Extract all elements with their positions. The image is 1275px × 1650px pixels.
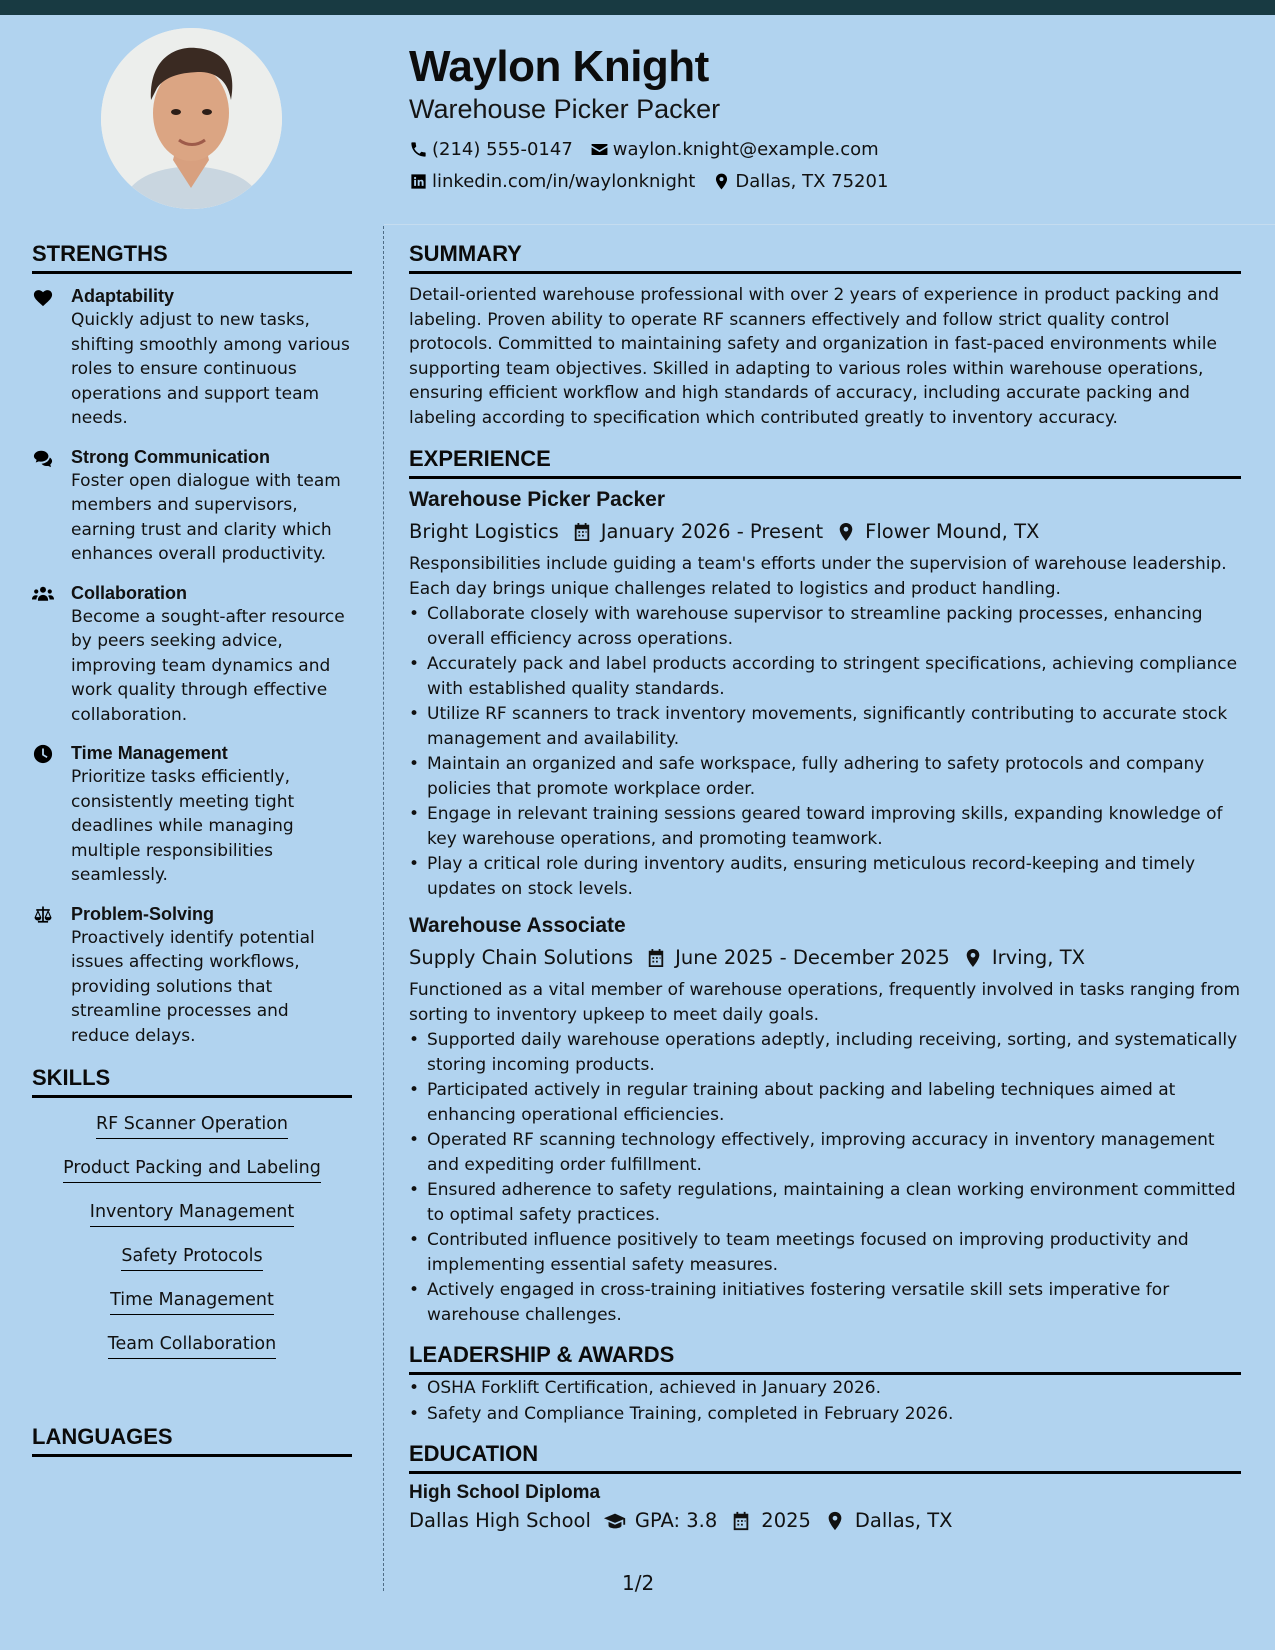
strength-description: Become a sought-after resource by peers seeking advice, improving team dynamics and work quality through effective collaboration. <box>71 606 345 725</box>
page-number: 1/2 <box>622 1571 655 1595</box>
gpa: GPA: 3.8 <box>634 1509 718 1532</box>
map-marker-icon <box>823 1511 847 1531</box>
skills-list <box>32 1112 352 1376</box>
profile-photo <box>101 28 282 209</box>
strength-item <box>32 581 352 728</box>
school-location: Dallas, TX <box>854 1509 953 1532</box>
calendar-icon <box>573 522 591 542</box>
award-item: • OSHA Forklift Certification, achieved in January 2026. <box>409 1376 1241 1401</box>
skill-tag: Team Collaboration <box>108 1332 276 1359</box>
bullet-item: • Utilize RF scanners to track inventory movements, significantly contributing to accurate stock management and availability. <box>409 702 1241 751</box>
job-role: Warehouse Picker Packer <box>409 488 666 511</box>
summary-heading: SUMMARY <box>409 238 1241 274</box>
award-item: • Safety and Compliance Training, completed in February 2026. <box>409 1402 1241 1427</box>
strength-name: Problem-Solving <box>71 903 215 924</box>
job-dates: June 2025 - December 2025 <box>675 946 950 969</box>
column-divider <box>383 226 384 1591</box>
skill-tag: Safety Protocols <box>121 1244 262 1271</box>
strength-description: Prioritize tasks efficiently, consistently meeting tight deadlines while managing multiple responsibilities seamlessly. <box>71 767 295 885</box>
job-location: Irving, TX <box>991 946 1085 969</box>
map-marker-icon <box>712 172 731 191</box>
company-name: Bright Logistics <box>409 520 559 543</box>
bullet-item: • Actively engaged in cross-training initiatives fostering versatile skill sets imperative for warehouse challenges. <box>409 1278 1241 1327</box>
calendar-icon <box>647 948 665 968</box>
envelope-icon <box>590 140 609 159</box>
email-text: waylon.knight@example.com <box>612 138 879 160</box>
linkedin-contact[interactable] <box>409 171 695 192</box>
skill-tag: Product Packing and Labeling <box>63 1156 321 1183</box>
phone-text: (214) 555-0147 <box>432 138 573 160</box>
phone-contact[interactable] <box>409 139 573 160</box>
bullet-item: • Accurately pack and label products according to stringent specifications, achieving compliance with established quality standards. <box>409 652 1241 701</box>
skill-tag: Time Management <box>110 1288 274 1315</box>
strength-item <box>32 741 352 888</box>
strength-name: Adaptability <box>71 286 175 306</box>
company-name: Supply Chain Solutions <box>409 946 634 969</box>
school-name: Dallas High School <box>409 1509 591 1532</box>
linkedin-text: linkedin.com/in/waylonknight <box>432 170 696 192</box>
bullet-item: • Contributed influence positively to team meetings focused on improving productivity and implementing essential safety measures. <box>409 1228 1241 1277</box>
strength-name: Time Management <box>71 743 228 763</box>
graduation-cap-icon <box>603 1511 627 1531</box>
email-contact[interactable] <box>590 139 879 160</box>
bullet-item: • Ensured adherence to safety regulations, maintaining a clean working environment committed to optimal safety practices. <box>409 1178 1241 1227</box>
leadership-heading: LEADERSHIP & AWARDS <box>409 1339 1241 1375</box>
skills-heading: SKILLS <box>32 1062 352 1098</box>
strength-item <box>32 445 352 567</box>
bullet-item: • Operated RF scanning technology effectively, improving accuracy in inventory management and expediting order fulfillment. <box>409 1128 1241 1177</box>
awards-list <box>409 1376 1241 1426</box>
scale-icon <box>32 905 54 925</box>
heart-icon <box>32 287 54 307</box>
bullet-item: • Maintain an organized and safe workspace, fully adhering to safety protocols and company policies that promote workplace order. <box>409 752 1241 801</box>
right-column <box>409 238 1241 1536</box>
strength-item <box>32 902 352 1049</box>
users-icon <box>32 584 54 604</box>
bullet-item: • Collaborate closely with warehouse supervisor to streamline packing processes, enhancing overall efficiency across operations. <box>409 602 1241 651</box>
top-bar <box>0 0 1275 15</box>
calendar-icon <box>729 1511 753 1531</box>
bullet-item: • Engage in relevant training sessions geared toward improving skills, expanding knowledge of key warehouse operations, and promoting teamwork. <box>409 802 1241 851</box>
strength-item <box>32 284 352 431</box>
graduation-year: 2025 <box>761 1509 811 1532</box>
map-marker-icon <box>964 948 982 968</box>
skill-tag: Inventory Management <box>90 1200 294 1227</box>
bullet-item: • Play a critical role during inventory audits, ensuring meticulous record-keeping and timely updates on stock levels. <box>409 852 1241 901</box>
education-heading: EDUCATION <box>409 1438 1241 1474</box>
summary-text: Detail-oriented warehouse professional with over 2 years of experience in product packing and labeling. Proven ability to operate RF scanners effectively and follow strict quality control protocols. Committed to maintaining safety and organization in fast-paced environments while supporting team objectives. Skilled in adapting to various roles within warehouse operations, ensuring efficient workflow and high standards of accuracy, including accurate packing and labeling according to specification which contributed greatly to inventory accuracy. <box>409 285 1220 428</box>
experience-entry <box>409 911 1241 1327</box>
languages-heading: LANGUAGES <box>32 1421 352 1457</box>
bullet-item: • Supported daily warehouse operations adeptly, including receiving, sorting, and systematically storing incoming products. <box>409 1028 1241 1077</box>
job-description: Functioned as a vital member of warehouse operations, frequently involved in tasks ranging from sorting to inventory upkeep to meet daily goals. <box>409 980 1241 1025</box>
map-marker-icon <box>837 522 855 542</box>
strength-name: Collaboration <box>71 582 187 603</box>
experience-heading: EXPERIENCE <box>409 443 1241 479</box>
header-divider <box>384 224 1275 225</box>
strengths-heading: STRENGTHS <box>32 238 352 274</box>
comments-icon <box>32 448 54 468</box>
candidate-title: Warehouse Picker Packer <box>409 94 721 124</box>
skill-tag: RF Scanner Operation <box>96 1112 288 1139</box>
job-bullets <box>409 1028 1241 1327</box>
clock-icon <box>32 744 54 764</box>
strength-description: Quickly adjust to new tasks, shifting smoothly among various roles to ensure continuous operations and support team needs. <box>71 310 350 428</box>
candidate-name: Waylon Knight <box>409 42 709 91</box>
strength-name: Strong Communication <box>71 446 270 467</box>
left-column <box>32 238 352 1457</box>
job-description: Responsibilities include guiding a team's efforts under the supervision of warehouse leadership. Each day brings unique challenges related to logistics and product handling. <box>409 554 1227 599</box>
degree-name: High School Diploma <box>409 1482 601 1503</box>
strength-description: Proactively identify potential issues affecting workflows, providing solutions that streamline processes and reduce delays. <box>71 927 315 1046</box>
location-text: Dallas, TX 75201 <box>735 170 889 192</box>
linkedin-icon <box>409 172 428 191</box>
job-location: Flower Mound, TX <box>865 520 1040 543</box>
experience-entry <box>409 485 1241 901</box>
phone-icon <box>409 140 428 159</box>
location-contact <box>712 171 888 192</box>
strengths-list <box>32 284 352 1048</box>
job-role: Warehouse Associate <box>409 914 626 937</box>
bullet-item: • Participated actively in regular training about packing and labeling techniques aimed at enhancing operational efficiencies. <box>409 1078 1241 1127</box>
strength-description: Foster open dialogue with team members and supervisors, earning trust and clarity which enhances overall productivity. <box>71 470 341 564</box>
job-bullets <box>409 602 1241 901</box>
job-dates: January 2026 - Present <box>600 520 824 543</box>
